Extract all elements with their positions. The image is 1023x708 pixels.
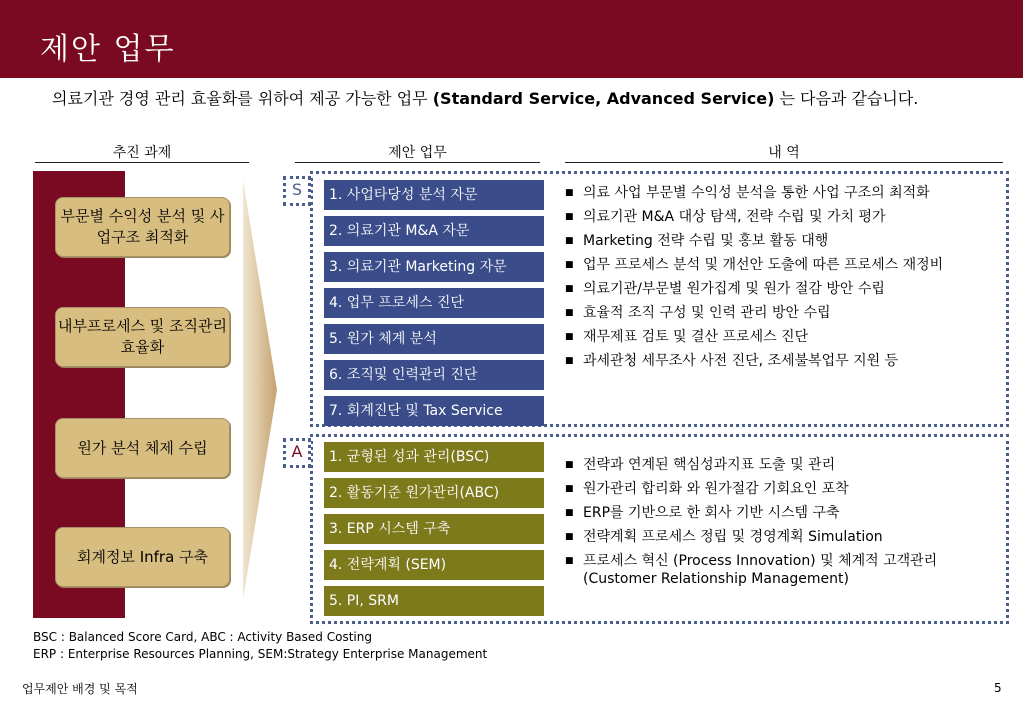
detail-item: ■ 효율적 조직 구성 및 인력 관리 방안 수립 xyxy=(565,304,975,322)
advanced-service-item: 3. ERP 시스템 구축 xyxy=(324,514,544,544)
standard-service-item: 6. 조직및 인력관리 진단 xyxy=(324,360,544,390)
advanced-service-item: 2. 활동기준 원가관리(ABC) xyxy=(324,478,544,508)
task-box: 내부프로세스 및 조직관리 효율화 xyxy=(55,307,230,367)
advanced-service-item: 1. 균형된 성과 관리(BSC) xyxy=(324,442,544,472)
detail-item: ■ Marketing 전략 수립 및 홍보 활동 대행 xyxy=(565,232,975,250)
column-header-details: 내 역 xyxy=(768,145,800,161)
column-header-tasks: 추진 과제 xyxy=(112,145,172,161)
column-divider xyxy=(565,162,1003,163)
detail-item: ■ 재무제표 검토 및 결산 프로세스 진단 xyxy=(565,328,975,346)
standard-badge: S xyxy=(283,176,311,206)
task-box: 회계정보 Infra 구축 xyxy=(55,527,230,587)
intro-bold: (Standard Service, Advanced Service) xyxy=(432,89,775,108)
task-box: 원가 분석 체제 수립 xyxy=(55,418,230,478)
standard-service-item: 1. 사업타당성 분석 자문 xyxy=(324,180,544,210)
advanced-badge: A xyxy=(283,438,311,468)
standard-service-item: 2. 의료기관 M&A 자문 xyxy=(324,216,544,246)
task-box: 부문별 수익성 분석 및 사업구조 최적화 xyxy=(55,197,230,257)
page-title: 제안 업무 xyxy=(40,32,176,67)
column-divider xyxy=(35,162,249,163)
detail-item: ■ 의료기관 M&A 대상 탐색, 전략 수립 및 가치 평가 xyxy=(565,208,975,226)
detail-item: ■ 전략과 연계된 핵심성과지표 도출 및 관리 xyxy=(565,456,965,474)
standard-service-item: 7. 회계진단 및 Tax Service xyxy=(324,396,544,426)
detail-item: ■ 의료기관/부문별 원가집계 및 원가 절감 방안 수립 xyxy=(565,280,975,298)
advanced-service-item: 5. PI, SRM xyxy=(324,586,544,616)
intro-text xyxy=(52,88,982,110)
detail-item: ■ 업무 프로세스 분석 및 개선안 도출에 따른 프로세스 재정비 xyxy=(565,256,975,274)
intro-part: 의료기관 경영 관리 효율화를 위하여 제공 가능한 업무 xyxy=(52,89,433,108)
standard-service-item: 4. 업무 프로세스 진단 xyxy=(324,288,544,318)
footer-section-label: 업무제안 배경 및 목적 xyxy=(22,682,138,696)
standard-details-list xyxy=(565,184,975,376)
detail-item: ■ 과세관청 세무조사 사전 진단, 조세불복업무 지원 등 xyxy=(565,352,975,370)
column-divider xyxy=(295,162,540,163)
standard-service-item: 5. 원가 체계 분석 xyxy=(324,324,544,354)
page-number: 5 xyxy=(994,681,1002,695)
footnote-line: BSC : Balanced Score Card, ABC : Activity Based Costing xyxy=(33,630,372,644)
detail-item: ■ ERP를 기반으로 한 회사 기반 시스템 구축 xyxy=(565,504,965,522)
column-header-services: 제안 업무 xyxy=(388,145,447,161)
detail-item: ■ 원가관리 합리화 와 원가절감 기회요인 포착 xyxy=(565,480,965,498)
advanced-details-list xyxy=(565,456,965,594)
advanced-service-item: 4. 전략계획 (SEM) xyxy=(324,550,544,580)
standard-service-item: 3. 의료기관 Marketing 자문 xyxy=(324,252,544,282)
detail-item: ■ 의료 사업 부문별 수익성 분석을 통한 사업 구조의 최적화 xyxy=(565,184,975,202)
footnote-line: ERP : Enterprise Resources Planning, SEM:Strategy Enterprise Management xyxy=(33,647,488,661)
header-bar xyxy=(0,0,1023,78)
detail-item: ■ 전략계획 프로세스 정립 및 경영계획 Simulation xyxy=(565,528,965,546)
flow-arrow-icon xyxy=(243,180,277,600)
detail-item: ■ 프로세스 혁신 (Process Innovation) 및 체계적 고객관리(Customer Relationship Management) xyxy=(565,552,965,588)
intro-part: 는 다음과 같습니다. xyxy=(774,89,919,108)
